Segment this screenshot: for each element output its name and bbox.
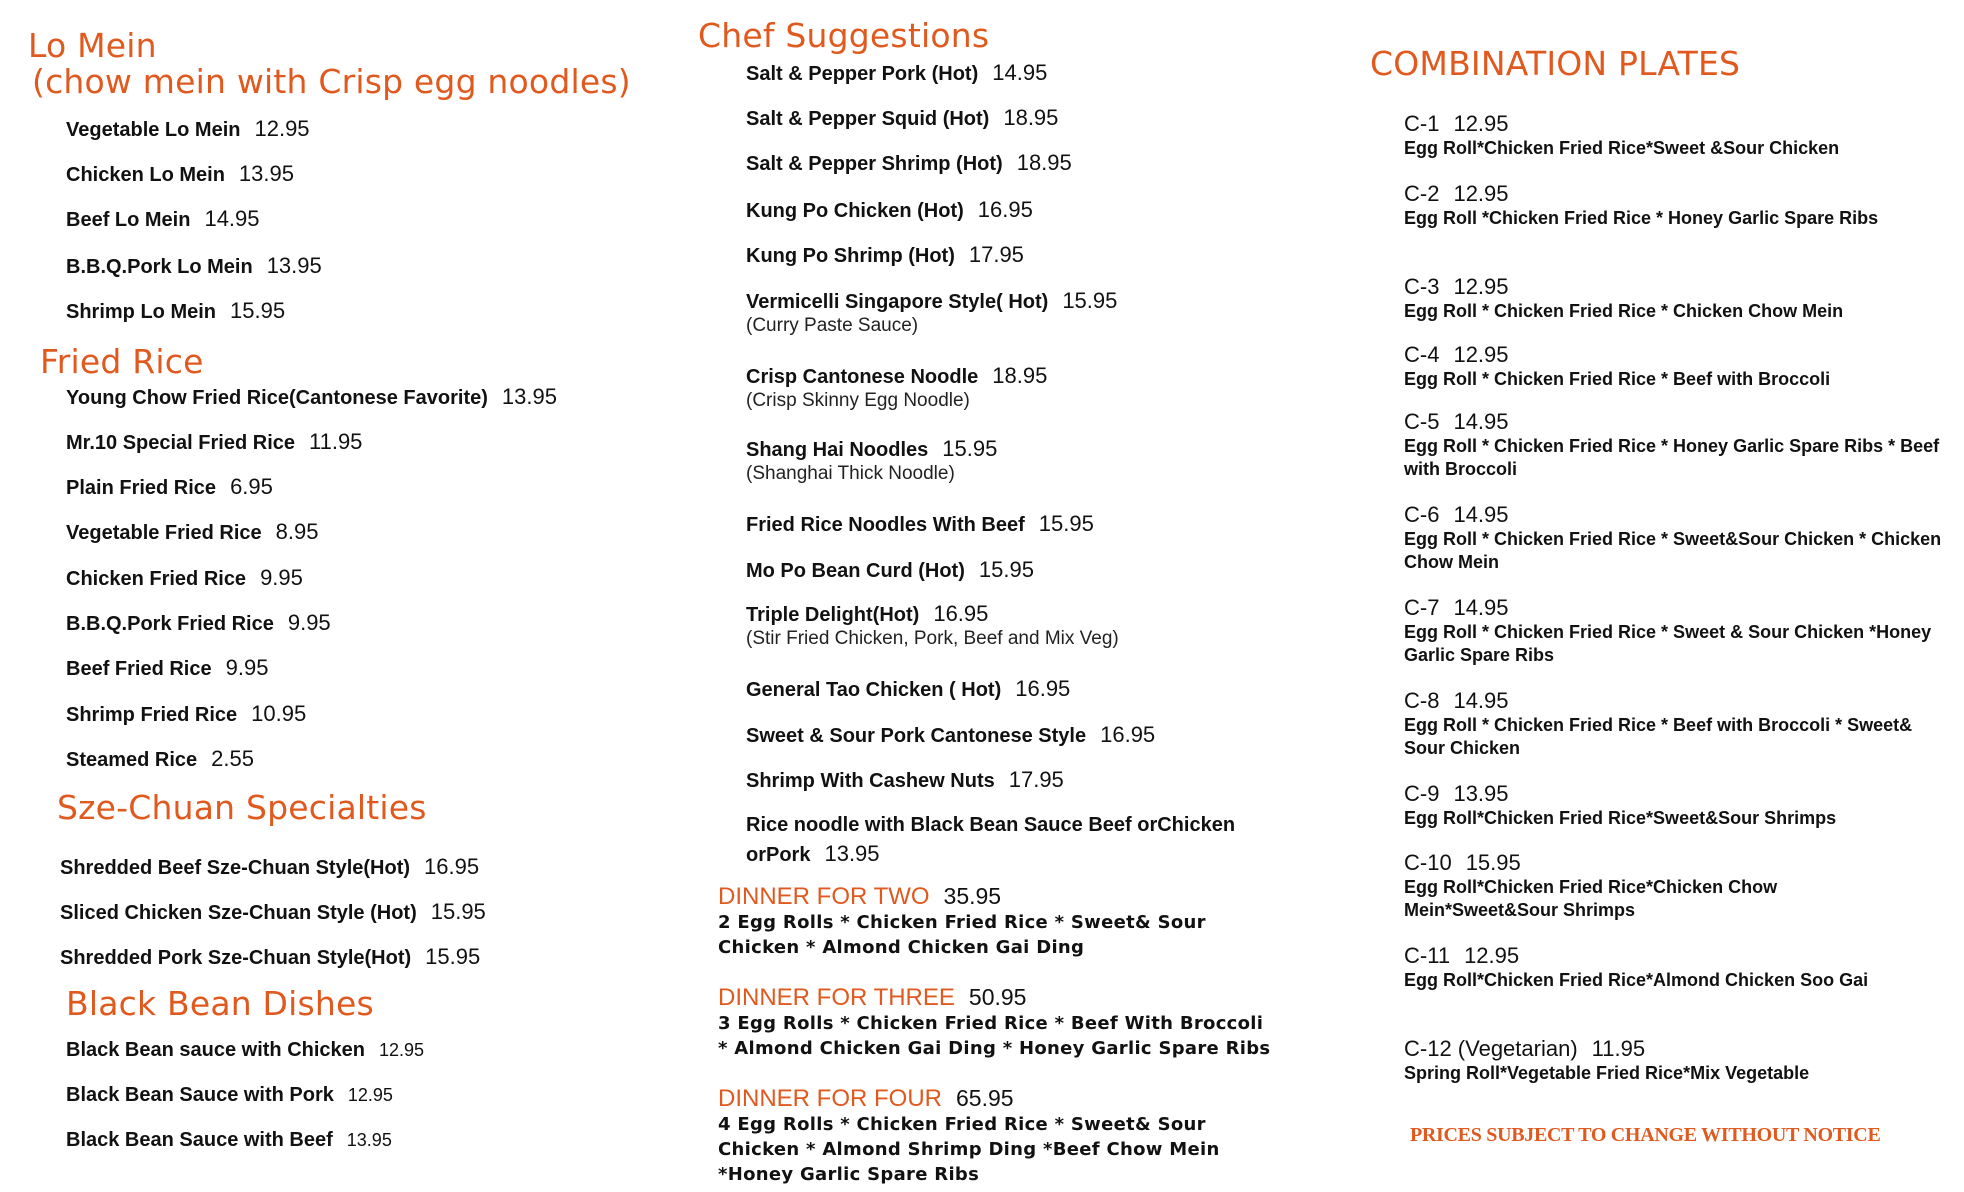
item-price: 16.95: [1100, 722, 1156, 747]
menu-item: [746, 677, 1070, 702]
combo-price: 12.95: [1453, 111, 1509, 136]
item-price: 15.95: [430, 899, 486, 924]
item-price: 13.95: [824, 841, 880, 866]
combo-price: 11.95: [1591, 1036, 1646, 1061]
dinner-name: DINNER FOR TWO: [718, 883, 930, 910]
item-price: 13.95: [238, 161, 294, 186]
combo-item: [1404, 181, 1944, 230]
menu-item: [66, 566, 303, 591]
combo-item: [1404, 502, 1944, 574]
item-price: 15.95: [978, 557, 1034, 582]
combo-code: C-2: [1404, 181, 1440, 206]
item-name: Salt & Pepper Squid (Hot): [746, 108, 990, 130]
item-name: Shredded Beef Sze-Chuan Style(Hot): [60, 857, 411, 879]
combo-price: 15.95: [1465, 850, 1521, 875]
lo-mein-subtitle: (chow mein with Crisp egg noodles): [32, 62, 631, 101]
combo-desc: Egg Roll * Chicken Fried Rice * Honey Garlic Spare Ribs * Beef with Broccoli: [1404, 436, 1940, 479]
item-price: 15.95: [1038, 511, 1094, 536]
item-name: Beef Fried Rice: [66, 658, 212, 680]
item-name: General Tao Chicken ( Hot): [746, 679, 1002, 701]
dinner-name: DINNER FOR THREE: [718, 984, 955, 1011]
item-name: Vegetable Fried Rice: [66, 522, 262, 544]
menu-item: [746, 61, 1047, 86]
item-name: Salt & Pepper Shrimp (Hot): [746, 153, 1003, 175]
menu-item: [746, 512, 1094, 537]
item-price: 9.95: [225, 655, 269, 680]
combo-item: [1404, 595, 1944, 667]
item-name-cont: orPork: [746, 844, 811, 866]
item-note: (Curry Paste Sauce): [746, 315, 919, 336]
menu-item: [60, 900, 486, 925]
item-price: 12.95: [347, 1085, 393, 1105]
price-notice: PRICES SUBJECT TO CHANGE WITHOUT NOTICE: [1410, 1124, 1881, 1146]
section-title-sze-chuan: Sze-Chuan Specialties: [57, 788, 427, 827]
item-name: Black Bean Sauce with Beef: [66, 1129, 333, 1151]
combo-desc: Egg Roll*Chicken Fried Rice*Chicken Chow Mein*Sweet&Sour Shrimps: [1404, 877, 1778, 920]
item-name: Rice noodle with Black Bean Sauce Beef orChicken: [746, 814, 1236, 836]
item-name: Vegetable Lo Mein: [66, 119, 241, 141]
combo-item: [1404, 111, 1944, 160]
menu-item: [66, 702, 306, 727]
item-name: Triple Delight(Hot): [746, 604, 920, 626]
item-name: Beef Lo Mein: [66, 209, 191, 231]
combo-code: C-11: [1404, 943, 1451, 968]
item-price: 17.95: [1008, 767, 1064, 792]
combo-desc: Egg Roll * Chicken Fried Rice * Sweet & Sour Chicken *Honey Garlic Spare Ribs: [1404, 622, 1932, 665]
combo-item: [1404, 409, 1944, 481]
menu-item: [60, 855, 479, 880]
combo-desc: Egg Roll * Chicken Fried Rice * Chicken Chow Mein: [1404, 301, 1844, 321]
menu-item: [746, 106, 1058, 131]
item-price: 16.95: [977, 197, 1033, 222]
item-price: 14.95: [992, 60, 1048, 85]
combo-desc: Egg Roll*Chicken Fried Rice*Sweet &Sour Chicken: [1404, 138, 1840, 158]
combo-desc: Egg Roll*Chicken Fried Rice*Almond Chicken Soo Gai: [1404, 970, 1869, 990]
item-name: Shang Hai Noodles: [746, 439, 929, 461]
item-name: Salt & Pepper Pork (Hot): [746, 63, 979, 85]
section-title-black-bean: Black Bean Dishes: [66, 984, 374, 1023]
item-name: Shrimp Fried Rice: [66, 704, 238, 726]
menu-item: [66, 1038, 424, 1062]
item-name: Black Bean sauce with Chicken: [66, 1039, 366, 1061]
item-price: 6.95: [230, 474, 273, 499]
item-price: 11.95: [309, 429, 363, 454]
item-price: 13.95: [501, 384, 557, 409]
dinner-for-two-desc: 2 Egg Rolls * Chicken Fried Rice * Sweet& Sour Chicken * Almond Chicken Gai Ding: [718, 912, 1206, 958]
combo-price: 14.95: [1453, 502, 1509, 527]
item-price: 16.95: [424, 854, 480, 879]
menu-item: [746, 364, 1047, 413]
item-price: 18.95: [1003, 105, 1059, 130]
item-note: (Crisp Skinny Egg Noodle): [746, 390, 970, 411]
menu-item: [66, 475, 273, 500]
dinner-name: DINNER FOR FOUR: [718, 1085, 942, 1112]
menu-item: [66, 254, 322, 279]
dinner-for-three-desc: 3 Egg Rolls * Chicken Fried Rice * Beef With Broccoli * Almond Chicken Gai Ding * Honey Garlic Spare Ribs: [718, 1013, 1271, 1059]
dinner-for-two-title: [718, 882, 1001, 911]
combo-item: [1404, 274, 1944, 323]
dinner-price: 35.95: [943, 883, 1002, 909]
combo-price: 13.95: [1453, 781, 1509, 806]
menu-item: [746, 198, 1033, 223]
menu-item: [66, 1083, 393, 1107]
menu-item: [746, 723, 1155, 748]
lo-mein-title: Lo Mein: [28, 26, 157, 65]
menu-item: [746, 289, 1117, 338]
section-title-fried-rice: Fried Rice: [40, 342, 204, 381]
combo-code: C-9: [1404, 781, 1440, 806]
item-price: 15.95: [425, 944, 481, 969]
section-title-combination-plates: COMBINATION PLATES: [1370, 44, 1741, 83]
item-price: 16.95: [933, 601, 989, 626]
combo-desc: Egg Roll * Chicken Fried Rice * Beef with Broccoli * Sweet& Sour Chicken: [1404, 715, 1913, 758]
combo-price: 14.95: [1453, 688, 1509, 713]
combo-desc: Egg Roll * Chicken Fried Rice * Sweet&Sour Chicken * Chicken Chow Mein: [1404, 529, 1942, 572]
item-name: Shrimp With Cashew Nuts: [746, 770, 995, 792]
combo-item: [1404, 781, 1944, 830]
item-name: Sliced Chicken Sze-Chuan Style (Hot): [60, 902, 417, 924]
item-name: Young Chow Fried Rice(Cantonese Favorite): [66, 387, 488, 409]
item-name: Vermicelli Singapore Style( Hot): [746, 291, 1049, 313]
menu-item: [746, 558, 1034, 583]
combo-price: 12.95: [1453, 342, 1509, 367]
menu-item-rice-noodle: [746, 813, 1235, 867]
item-price: 18.95: [1016, 150, 1072, 175]
menu-item: [66, 117, 310, 142]
item-price: 15.95: [230, 298, 286, 323]
combo-desc: Egg Roll*Chicken Fried Rice*Sweet&Sour Shrimps: [1404, 808, 1837, 828]
item-price: 9.95: [287, 610, 331, 635]
item-name: Kung Po Shrimp (Hot): [746, 245, 955, 267]
dinner-price: 50.95: [968, 984, 1027, 1010]
combo-code: C-8: [1404, 688, 1440, 713]
combo-item: [1404, 688, 1944, 760]
menu-item: [746, 768, 1064, 793]
menu-item: [746, 151, 1072, 176]
combo-price: 12.95: [1464, 943, 1520, 968]
menu-item: [66, 656, 268, 681]
item-name: Kung Po Chicken (Hot): [746, 200, 964, 222]
combo-code: C-12 (Vegetarian): [1404, 1036, 1578, 1061]
item-price: 2.55: [211, 746, 254, 771]
item-name: Black Bean Sauce with Pork: [66, 1084, 334, 1106]
combo-desc: Spring Roll*Vegetable Fried Rice*Mix Vegetable: [1404, 1063, 1810, 1083]
item-name: Plain Fried Rice: [66, 477, 217, 499]
item-name: Sweet & Sour Pork Cantonese Style: [746, 725, 1087, 747]
item-price: 12.95: [254, 116, 310, 141]
item-name: Shrimp Lo Mein: [66, 301, 216, 323]
item-name: Mo Po Bean Curd (Hot): [746, 560, 965, 582]
combo-code: C-6: [1404, 502, 1440, 527]
dinner-for-four-title: [718, 1084, 1014, 1113]
item-price: 10.95: [251, 701, 307, 726]
menu-item: [66, 520, 318, 545]
menu-item: [746, 243, 1024, 268]
menu-item: [66, 1128, 392, 1152]
item-price: 13.95: [266, 253, 322, 278]
item-price: 16.95: [1015, 676, 1071, 701]
item-price: 18.95: [992, 363, 1048, 388]
item-name: B.B.Q.Pork Lo Mein: [66, 256, 253, 278]
item-note: (Shanghai Thick Noodle): [746, 463, 955, 484]
menu-item: [66, 385, 557, 410]
combo-code: C-10: [1404, 850, 1452, 875]
item-name: Shredded Pork Sze-Chuan Style(Hot): [60, 947, 412, 969]
item-name: Chicken Lo Mein: [66, 164, 225, 186]
item-price: 15.95: [942, 436, 998, 461]
item-name: Fried Rice Noodles With Beef: [746, 514, 1025, 536]
item-note: (Stir Fried Chicken, Pork, Beef and Mix Veg): [746, 628, 1119, 649]
combo-code: C-7: [1404, 595, 1440, 620]
combo-desc: Egg Roll *Chicken Fried Rice * Honey Garlic Spare Ribs: [1404, 208, 1879, 228]
menu-item: [66, 207, 260, 232]
menu-item: [746, 602, 1119, 651]
section-title-chef-suggestions: Chef Suggestions: [698, 16, 990, 55]
item-price: 9.95: [260, 565, 303, 590]
section-title-lo-mein: [28, 28, 631, 100]
combo-price: 14.95: [1453, 409, 1509, 434]
combo-desc: Egg Roll * Chicken Fried Rice * Beef with Broccoli: [1404, 369, 1831, 389]
dinner-for-three-title: [718, 983, 1026, 1012]
combo-code: C-3: [1404, 274, 1440, 299]
combo-price: 12.95: [1453, 274, 1509, 299]
combo-code: C-1: [1404, 111, 1440, 136]
menu-item: [746, 437, 997, 486]
combo-price: 14.95: [1453, 595, 1509, 620]
item-price: 14.95: [204, 206, 260, 231]
combo-item: [1404, 943, 1944, 992]
item-price: 13.95: [346, 1130, 392, 1150]
menu-item: [66, 299, 285, 324]
item-name: Chicken Fried Rice: [66, 568, 247, 590]
combo-item: [1404, 850, 1944, 922]
dinner-price: 65.95: [956, 1085, 1014, 1111]
combo-item: [1404, 342, 1944, 391]
menu-item: [66, 747, 254, 772]
item-price: 15.95: [1062, 288, 1118, 313]
item-price: 12.95: [379, 1040, 425, 1060]
menu-item: [66, 611, 331, 636]
item-name: Crisp Cantonese Noodle: [746, 366, 979, 388]
item-name: B.B.Q.Pork Fried Rice: [66, 613, 274, 635]
combo-item: [1404, 1036, 1944, 1085]
combo-code: C-5: [1404, 409, 1440, 434]
combo-code: C-4: [1404, 342, 1440, 367]
menu-item: [66, 430, 362, 455]
combo-price: 12.95: [1453, 181, 1509, 206]
item-price: 17.95: [968, 242, 1024, 267]
menu-item: [66, 162, 294, 187]
item-price: 8.95: [275, 519, 319, 544]
item-name: Mr.10 Special Fried Rice: [66, 432, 295, 454]
dinner-for-four-desc: 4 Egg Rolls * Chicken Fried Rice * Sweet& Sour Chicken * Almond Shrimp Ding *Beef Chow Mein *Honey Garlic Spare Ribs: [718, 1114, 1220, 1185]
item-name: Steamed Rice: [66, 749, 198, 771]
menu-item: [60, 945, 480, 970]
